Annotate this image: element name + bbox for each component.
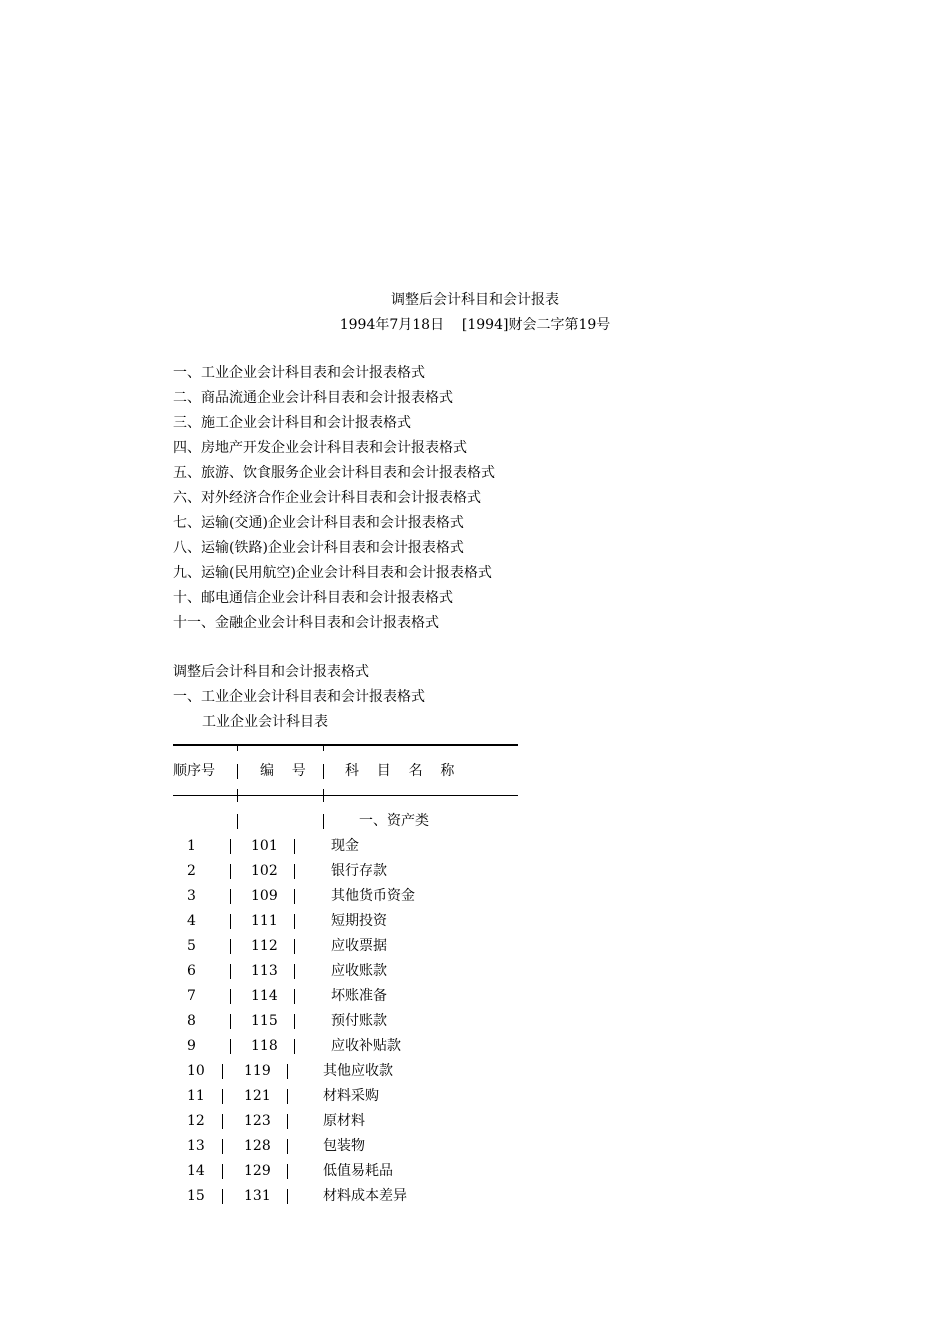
row-code: 128 (244, 1138, 271, 1154)
row-code: 115 (251, 1013, 278, 1029)
table-row (173, 911, 573, 931)
table-row (173, 836, 573, 856)
row-seq: 11 (187, 1088, 205, 1104)
row-seq: 3 (187, 888, 196, 904)
document-subtitle: 1994年7月18日 [1994]财会二字第19号 (339, 317, 611, 333)
row-code: 113 (251, 963, 278, 979)
row-name: 现金 (331, 838, 359, 854)
row-code: 121 (244, 1088, 271, 1104)
row-seq: 13 (187, 1138, 205, 1154)
table-top-rule (173, 744, 518, 746)
column-divider (294, 839, 295, 854)
document-title: 调整后会计科目和会计报表 (391, 292, 559, 308)
table-row (173, 1186, 573, 1206)
row-name: 其他货币资金 (331, 888, 415, 904)
table-header-rule (173, 795, 518, 796)
column-divider (294, 864, 295, 879)
row-name: 预付账款 (331, 1013, 387, 1029)
category-label: 一、资产类 (359, 813, 429, 829)
column-divider (230, 939, 231, 954)
contents-item: 二、商品流通企业会计科目表和会计报表格式 (173, 390, 453, 406)
table-row (173, 1161, 573, 1181)
row-name: 原材料 (323, 1113, 365, 1129)
row-name: 应收账款 (331, 963, 387, 979)
section-subheading: 一、工业企业会计科目表和会计报表格式 (173, 689, 425, 705)
contents-item: 六、对外经济合作企业会计科目表和会计报表格式 (173, 490, 481, 506)
column-divider (287, 1114, 288, 1129)
row-name: 应收补贴款 (331, 1038, 401, 1054)
column-divider (287, 1189, 288, 1204)
contents-item: 四、房地产开发企业会计科目表和会计报表格式 (173, 440, 467, 456)
row-seq: 6 (187, 963, 196, 979)
row-code: 102 (251, 863, 278, 879)
column-divider (237, 764, 238, 779)
row-seq: 4 (187, 913, 196, 929)
row-name: 坏账准备 (331, 988, 387, 1004)
column-header-seq: 顺序号 (173, 763, 215, 779)
column-divider (294, 939, 295, 954)
column-divider (287, 1089, 288, 1104)
row-code: 131 (244, 1188, 271, 1204)
row-seq: 7 (187, 988, 196, 1004)
row-name: 其他应收款 (323, 1063, 393, 1079)
column-divider (222, 1114, 223, 1129)
column-divider (287, 1139, 288, 1154)
row-code: 119 (244, 1063, 271, 1079)
contents-item: 七、运输(交通)企业会计科目表和会计报表格式 (173, 515, 464, 531)
row-seq: 10 (187, 1063, 205, 1079)
column-divider (230, 839, 231, 854)
row-code: 129 (244, 1163, 271, 1179)
table-row (173, 961, 573, 981)
column-divider (230, 889, 231, 904)
column-divider (230, 989, 231, 1004)
row-seq: 9 (187, 1038, 196, 1054)
table-row (173, 1086, 573, 1106)
row-code: 114 (251, 988, 278, 1004)
column-divider (294, 989, 295, 1004)
table-row (173, 861, 573, 881)
table-row (173, 1011, 573, 1031)
table-header-row (173, 761, 573, 781)
column-divider (323, 745, 324, 751)
contents-item: 十、邮电通信企业会计科目表和会计报表格式 (173, 590, 453, 606)
contents-item: 十一、金融企业会计科目表和会计报表格式 (173, 615, 439, 631)
table-row (173, 1136, 573, 1156)
row-name: 银行存款 (331, 863, 387, 879)
row-name: 材料成本差异 (323, 1188, 407, 1204)
column-divider (230, 964, 231, 979)
table-row (173, 986, 573, 1006)
column-divider (287, 1164, 288, 1179)
table-row (173, 936, 573, 956)
row-seq: 2 (187, 863, 196, 879)
column-divider (222, 1089, 223, 1104)
column-divider (237, 789, 238, 802)
row-seq: 14 (187, 1163, 205, 1179)
contents-item: 五、旅游、饮食服务企业会计科目表和会计报表格式 (173, 465, 495, 481)
table-row (173, 1061, 573, 1081)
row-seq: 8 (187, 1013, 196, 1029)
section-heading: 调整后会计科目和会计报表格式 (173, 664, 369, 680)
column-divider (323, 814, 324, 829)
column-divider (294, 964, 295, 979)
column-divider (222, 1064, 223, 1079)
column-divider (237, 745, 238, 751)
table-row (173, 1111, 573, 1131)
contents-item: 八、运输(铁路)企业会计科目表和会计报表格式 (173, 540, 464, 556)
row-name: 材料采购 (323, 1088, 379, 1104)
column-header-code: 编 号 (260, 763, 306, 779)
table-row (173, 1036, 573, 1056)
column-divider (287, 1064, 288, 1079)
row-seq: 12 (187, 1113, 205, 1129)
column-divider (294, 914, 295, 929)
row-code: 123 (244, 1113, 271, 1129)
row-seq: 1 (187, 838, 196, 854)
column-divider (222, 1164, 223, 1179)
column-divider (230, 864, 231, 879)
column-divider (230, 1014, 231, 1029)
row-name: 短期投资 (331, 913, 387, 929)
row-code: 109 (251, 888, 278, 904)
column-divider (323, 764, 324, 779)
column-divider (294, 1039, 295, 1054)
column-divider (230, 1039, 231, 1054)
table-category-row (173, 811, 573, 831)
column-header-name: 科 目 名 称 (345, 763, 455, 779)
row-code: 112 (251, 938, 278, 954)
row-name: 应收票据 (331, 938, 387, 954)
row-seq: 15 (187, 1188, 205, 1204)
column-divider (230, 914, 231, 929)
column-divider (222, 1189, 223, 1204)
row-code: 111 (251, 913, 278, 929)
row-code: 101 (251, 838, 278, 854)
column-divider (222, 1139, 223, 1154)
row-code: 118 (251, 1038, 278, 1054)
contents-item: 九、运输(民用航空)企业会计科目表和会计报表格式 (173, 565, 492, 581)
contents-item: 一、工业企业会计科目表和会计报表格式 (173, 365, 425, 381)
row-name: 包装物 (323, 1138, 365, 1154)
column-divider (294, 889, 295, 904)
column-divider (294, 1014, 295, 1029)
table-row (173, 886, 573, 906)
contents-item: 三、施工企业会计科目和会计报表格式 (173, 415, 411, 431)
column-divider (237, 814, 238, 829)
table-title: 工业企业会计科目表 (202, 714, 328, 730)
row-seq: 5 (187, 938, 196, 954)
column-divider (323, 789, 324, 802)
row-name: 低值易耗品 (323, 1163, 393, 1179)
